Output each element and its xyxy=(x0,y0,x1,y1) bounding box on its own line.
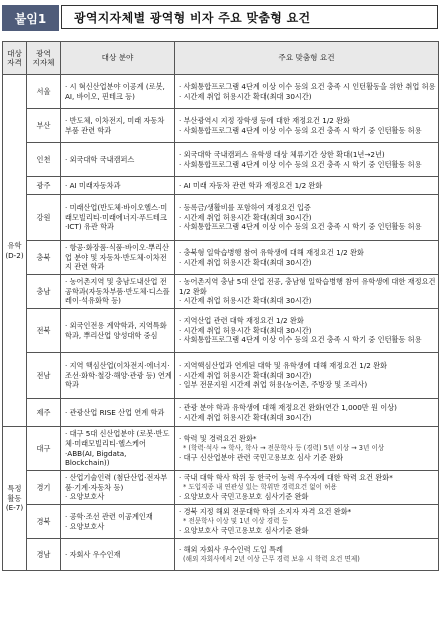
field-cell xyxy=(61,241,175,275)
requirement-item: · 요양보호사 국민고용보호 심사기준 완화 xyxy=(179,492,309,502)
field-cell xyxy=(61,505,175,539)
field-cell xyxy=(61,275,175,309)
visa-type-cell: 유학 (D-2) xyxy=(3,75,27,427)
requirement-cell xyxy=(175,75,439,109)
requirement-cell xyxy=(175,241,439,275)
visa-type-cell: 특정 활동 (E-7) xyxy=(3,427,27,571)
requirement-item: · 학력 및 경력요건 완화* xyxy=(179,434,257,444)
requirement-item: * (학력·석사 → 학사, 학사 → 전문학사 등 (경력) 5년 이상 → 3년 이상 xyxy=(183,443,385,452)
region-cell: 충북 xyxy=(27,241,61,275)
region-cell: 대구 xyxy=(27,427,61,471)
field-cell xyxy=(61,177,175,195)
field-cell xyxy=(61,109,175,143)
table-row xyxy=(3,505,439,539)
requirement-item: · 등록금/생활비를 포함하여 재정요건 입증 xyxy=(179,203,311,213)
requirement-cell xyxy=(175,309,439,353)
field-cell xyxy=(61,143,175,177)
table-row xyxy=(3,143,439,177)
region-cell: 제주 xyxy=(27,399,61,427)
field-item: · 요양보호사 xyxy=(65,492,105,502)
region-cell: 경남 xyxy=(27,539,61,571)
table-row xyxy=(3,427,439,471)
field-item: · 시 혁신산업분야 이공계 (로봇, AI, 바이오, 핀테크 등) xyxy=(65,81,165,101)
field-cell xyxy=(61,539,175,571)
requirement-item: · 사회통합프로그램 4단계 이상 이수 등의 요건 충족 시 인턴활동을 위한 취업 허용 xyxy=(179,81,436,91)
field-item: · 외국대학 국내캠퍼스 xyxy=(65,154,135,164)
field-cell xyxy=(61,75,175,109)
requirement-cell xyxy=(175,353,439,399)
requirement-item: · 요양보호사 국민고용보호 심사기준 완화 xyxy=(179,526,309,536)
field-item: · 농어촌지역 및 충남도내산업 전공학과(자동차부품·반도체·디스플레이·석유화학 등) xyxy=(65,277,170,306)
table-row xyxy=(3,177,439,195)
header-visa-type: 대상 자격 xyxy=(3,42,27,75)
table-row xyxy=(3,353,439,399)
field-cell xyxy=(61,309,175,353)
field-item: · AI 미래자동차과 xyxy=(65,180,121,190)
region-cell: 강원 xyxy=(27,195,61,241)
field-cell xyxy=(61,399,175,427)
header-requirements: 주요 맞춤형 요건 xyxy=(175,42,439,75)
requirement-item: · 사회통합프로그램 4단계 이상 이수 등의 요건 충족 시 학기 중 인턴활동 허용 xyxy=(179,335,422,345)
region-cell: 전북 xyxy=(27,309,61,353)
field-cell xyxy=(61,353,175,399)
requirement-item: · 시간제 취업 허용시간 확대(최대 30시간) xyxy=(179,257,312,267)
table-row xyxy=(3,75,439,109)
region-cell: 부산 xyxy=(27,109,61,143)
requirement-item: · 사회통합프로그램 4단계 이상 이수 등의 요건 충족 시 학기 중 인턴활동 허용 xyxy=(179,125,422,135)
requirement-item: · 충북형 일학습병행 참여 유학생에 대해 재정요건 1/2 완화 xyxy=(179,247,364,257)
table-row xyxy=(3,399,439,427)
field-cell xyxy=(61,471,175,505)
title-row xyxy=(2,5,438,31)
requirement-item: * 전문학사 이상 및 1년 이상 경력 등 xyxy=(183,516,288,525)
field-cell xyxy=(61,195,175,241)
requirement-item: · 국내 대학 학사 학위 등 한국어 능력 우수자에 대한 학력 요건 완화* xyxy=(179,473,393,483)
table-row xyxy=(3,471,439,505)
requirement-item: · 시간제 취업 허용시간 확대(최대 30시간) xyxy=(179,91,312,101)
header-region: 광역 지자체 xyxy=(27,42,61,75)
region-cell: 경북 xyxy=(27,505,61,539)
requirement-item: · 사회통합프로그램 4단계 이상 이수 등의 요건 충족 시 학기 중 인턴활동 허용 xyxy=(179,159,422,169)
header-field: 대상 분야 xyxy=(61,42,175,75)
table-row xyxy=(3,539,439,571)
field-item: · 지역 핵심산업(이차전지·에너지·조선·화학·철강·해양·관광 등) 연계 학과 xyxy=(65,361,172,390)
requirement-cell xyxy=(175,471,439,505)
requirement-cell xyxy=(175,109,439,143)
field-item: · 항공·화장품·식품·바이오·뿌리산업 분야 및 자동차·반도체·이차전지 관련 학과 xyxy=(65,243,169,272)
field-item: · 반도체, 이차전지, 미래 자동차 부품 관련 학과 xyxy=(65,115,165,135)
requirement-item: · 시간제 취업 허용시간 확대(최대 30시간) xyxy=(179,412,312,422)
field-item: · 미래산업(반도체·바이오헬스·미래모빌리티·미래에너지·푸드테크·ICT) 유관 학과 xyxy=(65,203,168,232)
requirement-item: · 농어촌지역 충남 5대 산업 전공, 충남형 일학습병행 참여 유학생에 대한 재정요건 1/2 완화 xyxy=(179,277,436,296)
requirement-item: · 대구 신산업분야 관련 국민고용보호 심사 기준 완화 xyxy=(179,453,344,463)
field-item: · 공학·조선 관련 이공계인재 xyxy=(65,511,153,521)
requirement-item: · 지역핵심산업과 연계된 대학 및 유학생에 대해 재정요건 1/2 완화 xyxy=(179,361,387,371)
requirement-item: · AI 미래 자동차 관련 학과 재정요건 1/2 완화 xyxy=(179,180,323,190)
field-cell xyxy=(61,427,175,471)
region-cell: 전남 xyxy=(27,353,61,399)
requirement-item: · 해외 자회사 우수인력 도입 특례 xyxy=(179,544,283,554)
field-item: · 관광산업 RISE 산업 연계 학과 xyxy=(65,407,165,417)
requirement-item: · 시간제 취업 허용시간 확대(최대 30시간) xyxy=(179,325,312,335)
requirement-item: · 부산광역시 지정 장학생 등에 대한 재정요건 1/2 완화 xyxy=(179,115,350,125)
region-cell: 인천 xyxy=(27,143,61,177)
requirement-item: * 도입직종 내 연관성 있는 학위만 경력요건 없이 허용 xyxy=(183,482,337,491)
document-title: 광역지자체별 광역형 비자 주요 맞춤형 요건 xyxy=(61,5,438,29)
requirement-cell xyxy=(175,539,439,571)
attachment-badge: 붙임1 xyxy=(2,5,59,31)
requirements-table xyxy=(2,41,439,571)
requirement-cell xyxy=(175,505,439,539)
table-row xyxy=(3,109,439,143)
requirement-item: · 외국대학 국내캠퍼스 유학생 대상 체류기간 상한 확대(1년→2년) xyxy=(179,149,385,159)
region-cell: 경기 xyxy=(27,471,61,505)
table-row xyxy=(3,309,439,353)
requirement-item: · 일부 전문지원 시간제 취업 허용(농어촌, 주방장 및 조리사) xyxy=(179,380,368,390)
field-item: · 외국인전용 계약학과, 지역특화학과, 뿌리산업 양성대학 중심 xyxy=(65,320,167,340)
requirement-cell xyxy=(175,275,439,309)
region-cell: 서울 xyxy=(27,75,61,109)
requirement-cell xyxy=(175,143,439,177)
requirement-item: (해외 자회사에서 2년 이상 근무 경력 보유 시 학력 요건 면제) xyxy=(183,554,360,563)
requirement-cell xyxy=(175,427,439,471)
table-row xyxy=(3,195,439,241)
requirement-cell xyxy=(175,177,439,195)
requirement-cell xyxy=(175,195,439,241)
table-row xyxy=(3,241,439,275)
field-item: · 요양보호사 xyxy=(65,521,105,531)
table-row xyxy=(3,275,439,309)
requirement-item: · 시간제 취업 허용시간 확대(최대 30시간) xyxy=(179,370,312,380)
region-cell: 충남 xyxy=(27,275,61,309)
requirement-item: · 사회통합프로그램 4단계 이상 이수 등의 요건 충족 시 학기 중 인턴활동 허용 xyxy=(179,222,422,232)
requirement-item: · 경북 지정 해외 전문대학 학위 소지자 자격 요건 완화* xyxy=(179,507,352,517)
field-item: · 산업기술인력 (첨단산업·전자부품·기계·자동차 등) xyxy=(65,473,168,492)
requirement-item: · 관광 분야 학과 유학생에 대해 재정요건 완화(연간 1,000만 원 이상) xyxy=(179,402,397,412)
requirement-item: · 지역산업 관련 대학 재정요건 1/2 완화 xyxy=(179,316,304,326)
requirement-item: · 시간제 취업 허용시간 확대(최대 30시간) xyxy=(179,296,312,306)
requirement-cell xyxy=(175,399,439,427)
field-item: · 대구 5대 신산업분야 (로봇·반도체·미래모빌리티·헬스케어·ABB(AI, Bigdata, Blockchain)) xyxy=(65,429,170,468)
field-item: · 자회사 우수인재 xyxy=(65,549,121,559)
requirement-item: · 시간제 취업 허용시간 확대(최대 30시간) xyxy=(179,212,312,222)
region-cell: 광주 xyxy=(27,177,61,195)
